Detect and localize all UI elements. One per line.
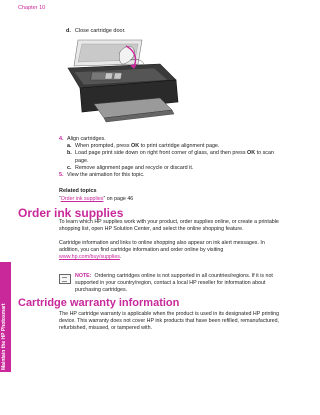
step-text xyxy=(75,150,279,164)
note-text xyxy=(75,273,284,294)
step-key: OK xyxy=(247,150,256,157)
supplies-url-link[interactable]: www.hp.com/buy/supplies xyxy=(59,254,120,260)
quote-mark: ” xyxy=(103,196,106,202)
note-label: NOTE: xyxy=(75,273,92,279)
chapter-label: Chapter 10 xyxy=(18,5,46,11)
step-letter: c. xyxy=(67,164,72,171)
page-reference: on page 46 xyxy=(105,196,134,202)
side-tab xyxy=(0,262,11,372)
related-topics-title: Related topics xyxy=(59,188,97,194)
step-4 xyxy=(59,136,279,143)
step-4a xyxy=(67,143,279,150)
step-letter: b. xyxy=(67,150,72,157)
step-text: Align cartridges. xyxy=(67,136,106,142)
quote-mark: “ xyxy=(59,196,61,202)
printer-illustration xyxy=(64,38,184,130)
step-text-part: Load page print side down on right front corner of glass, and then press xyxy=(75,150,248,157)
step-number: 4. xyxy=(59,136,64,142)
order-ink-supplies-link[interactable]: Order ink supplies xyxy=(60,196,104,202)
warranty-paragraph: The HP cartridge warranty is applicable when the product is used in its designated HP printing device. This warranty does not cover HP ink products that have been refilled, remanufactured, refurbished, misused, or tampered with. xyxy=(59,311,280,331)
related-topic-item xyxy=(59,196,133,202)
step-4c xyxy=(67,165,279,172)
step-key: OK xyxy=(131,143,140,150)
paragraph-text: . xyxy=(119,254,122,260)
step-number: 5. xyxy=(59,172,64,179)
step-text: Remove alignment page and recycle or discard it. xyxy=(75,164,194,171)
note-block xyxy=(59,273,284,294)
step-d-text: Close cartridge door. xyxy=(74,28,126,34)
order-ink-heading: Order ink supplies xyxy=(18,206,124,220)
warranty-heading: Cartridge warranty information xyxy=(18,297,180,309)
step-text-part: to print cartridge alignment page. xyxy=(139,143,220,150)
step-text-part: to scan page. xyxy=(75,150,274,164)
order-paragraph-1: To learn which HP supplies work with your product, order supplies online, or create a printable shopping list, open HP Solution Center, and select the online shopping feature. xyxy=(59,219,279,232)
step-5 xyxy=(59,172,279,179)
note-body: Ordering cartridges online is not supported in all countries/regions. If it is not supported in your country/region, contact a local HP reseller for information about purchasing cartridges. xyxy=(75,273,273,293)
step-text-part: When prompted, press xyxy=(75,143,132,150)
step-text xyxy=(75,143,219,150)
step-d xyxy=(66,28,126,34)
note-icon xyxy=(59,274,71,284)
steps-list xyxy=(59,136,279,179)
step-d-letter: d. xyxy=(66,28,71,34)
step-4b xyxy=(67,150,279,164)
order-paragraph-2 xyxy=(59,240,284,261)
side-tab-label: Maintain the HP Photosmart xyxy=(1,303,7,370)
paragraph-text: Cartridge information and links to online shopping also appear on ink alert messages. In addition, you can find cartridge information and order online by visiting xyxy=(59,240,265,253)
step-text: View the animation for this topic. xyxy=(67,172,145,179)
step-letter: a. xyxy=(67,143,72,150)
